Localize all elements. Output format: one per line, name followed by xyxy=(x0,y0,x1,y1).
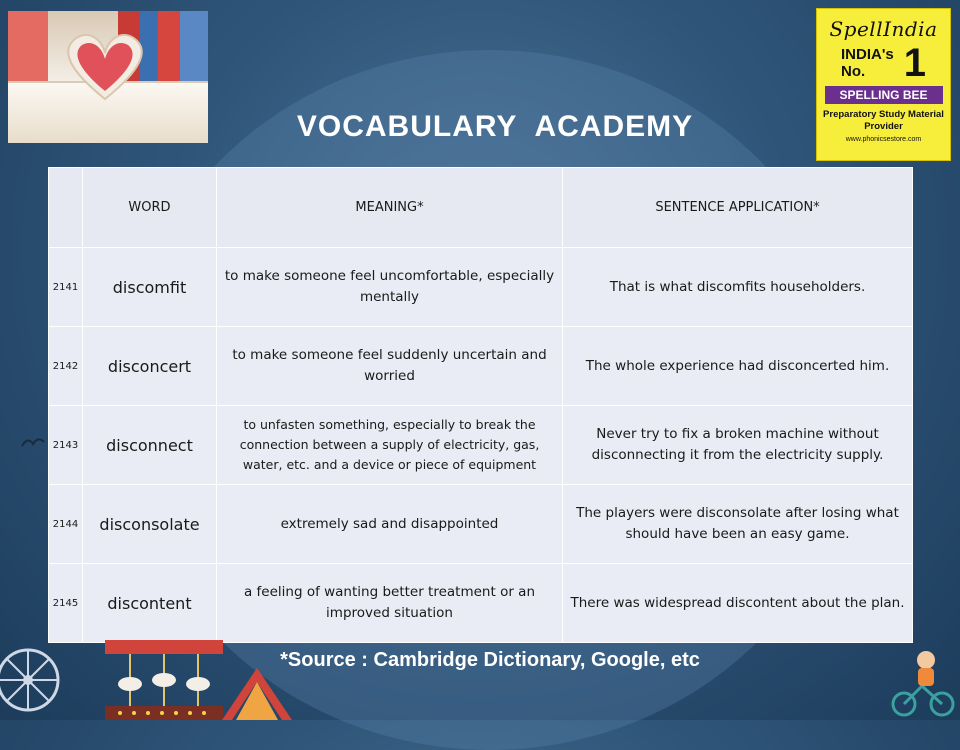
row-number: 2141 xyxy=(49,248,83,327)
row-word: disconcert xyxy=(83,327,217,406)
row-sentence: There was widespread discontent about the plan. xyxy=(563,564,913,643)
logo-tagline: Preparatory Study Material Provider xyxy=(823,109,944,132)
row-sentence: Never try to fix a broken machine without disconnecting it from the electricity supply. xyxy=(563,406,913,485)
heart-icon xyxy=(60,31,150,101)
child-bicycle-icon xyxy=(890,646,960,720)
header-num xyxy=(49,168,83,248)
table-header-row xyxy=(49,168,913,248)
bird-icon xyxy=(20,432,46,454)
logo-line1: INDIA's xyxy=(841,46,894,63)
table-row xyxy=(49,327,913,406)
table-row xyxy=(49,564,913,643)
row-meaning: to make someone feel uncomfortable, especially mentally xyxy=(217,248,563,327)
carousel-icon xyxy=(100,640,230,720)
logo-line2: No. xyxy=(841,63,866,80)
logo-banner: SPELLING BEE xyxy=(825,86,943,104)
logo-number: 1 xyxy=(903,41,926,85)
row-sentence: The players were disconsolate after losing what should have been an easy game. xyxy=(563,485,913,564)
header-word: WORD xyxy=(83,168,217,248)
logo-url: www.phonicsestore.com xyxy=(845,136,922,143)
table-row xyxy=(49,406,913,485)
row-meaning: a feeling of wanting better treatment or an improved situation xyxy=(217,564,563,643)
page-title: VOCABULARY ACADEMY xyxy=(296,110,694,143)
row-number: 2142 xyxy=(49,327,83,406)
row-number: 2143 xyxy=(49,406,83,485)
row-meaning: to make someone feel suddenly uncertain and worried xyxy=(217,327,563,406)
ferris-wheel-icon xyxy=(0,640,70,720)
header-sentence: SENTENCE APPLICATION* xyxy=(563,168,913,248)
row-word: discontent xyxy=(83,564,217,643)
row-sentence: The whole experience had disconcerted him. xyxy=(563,327,913,406)
row-number: 2144 xyxy=(49,485,83,564)
row-meaning: extremely sad and disappointed xyxy=(217,485,563,564)
logo-brand: SpellIndia xyxy=(829,17,938,41)
row-number: 2145 xyxy=(49,564,83,643)
row-word: disconnect xyxy=(83,406,217,485)
source-note: *Source : Cambridge Dictionary, Google, etc xyxy=(280,649,700,671)
row-word: discomfit xyxy=(83,248,217,327)
row-sentence: That is what discomfits householders. xyxy=(563,248,913,327)
table-row xyxy=(49,485,913,564)
header-meaning: MEANING* xyxy=(217,168,563,248)
row-meaning: to unfasten something, especially to break the connection between a supply of electricity, gas, water, etc. and a device or piece of equipment xyxy=(217,406,563,485)
swing-ride-icon xyxy=(222,668,292,720)
table-row xyxy=(49,248,913,327)
row-word: disconsolate xyxy=(83,485,217,564)
vocabulary-table xyxy=(48,167,913,643)
